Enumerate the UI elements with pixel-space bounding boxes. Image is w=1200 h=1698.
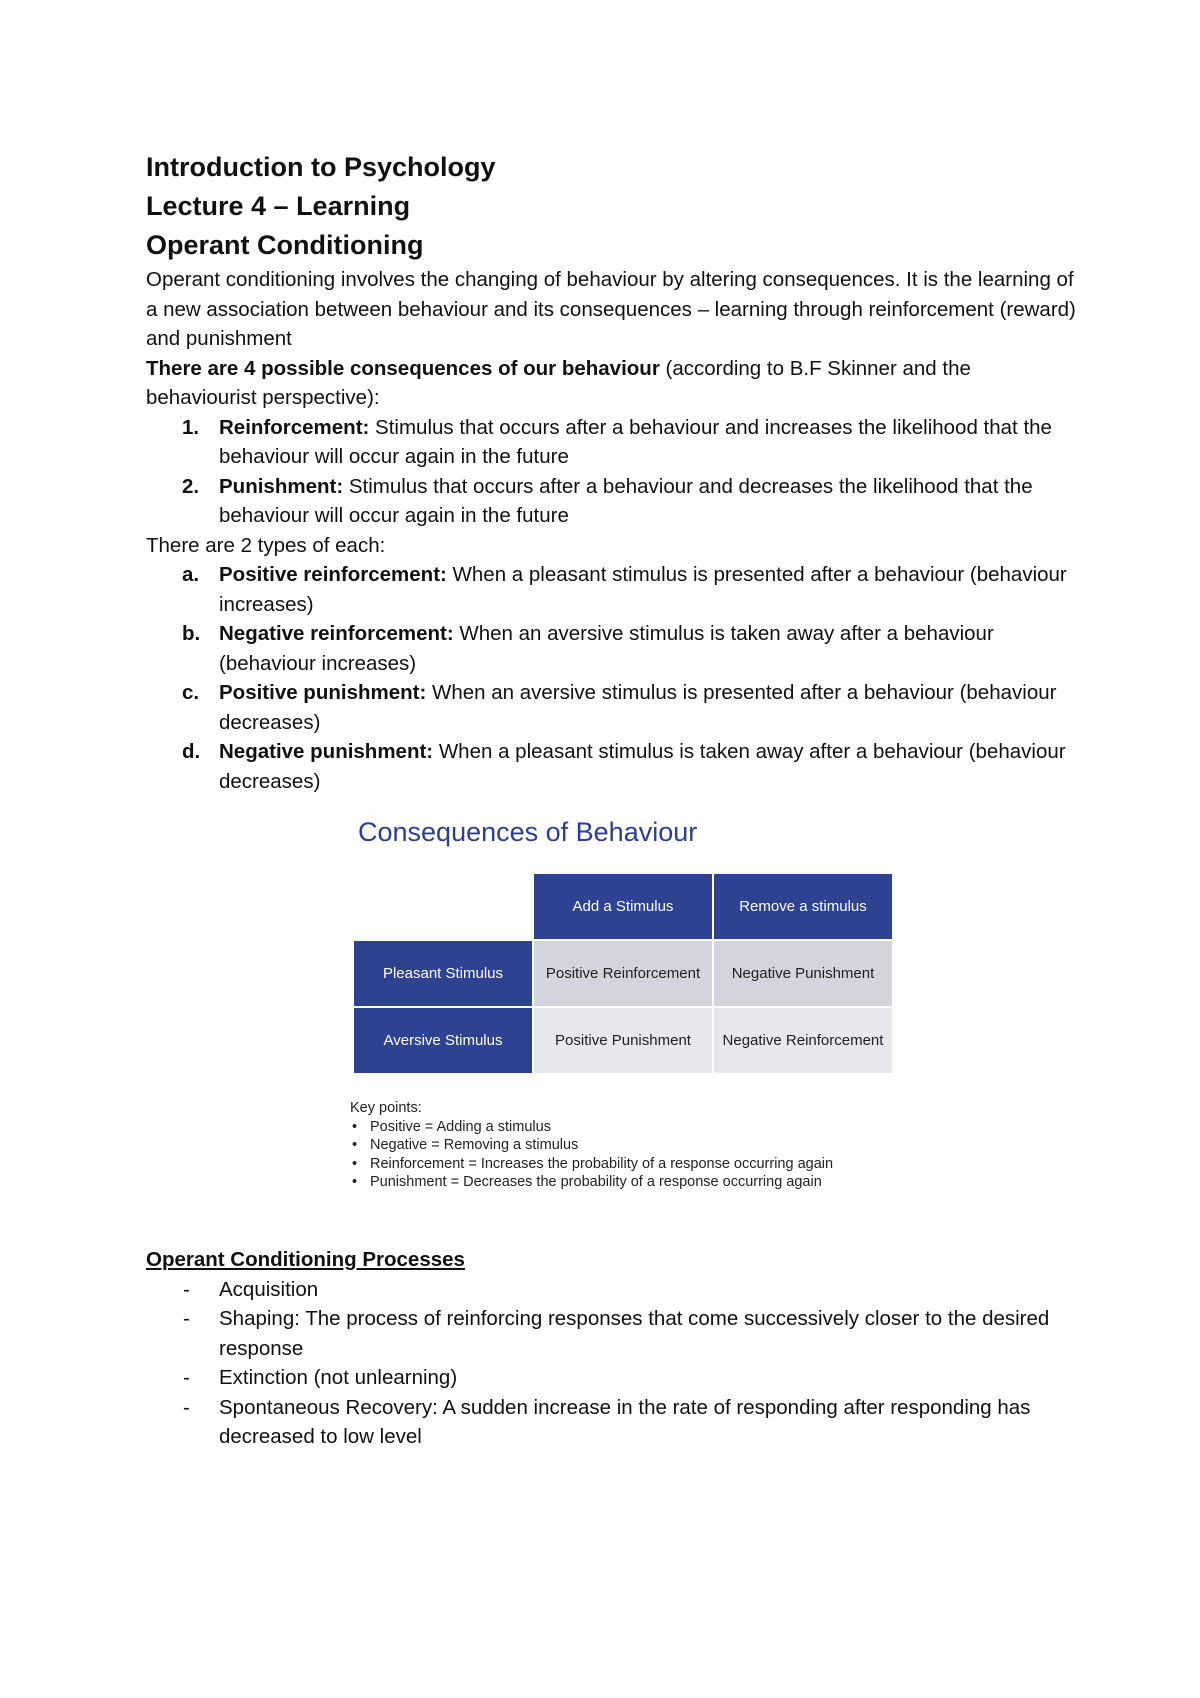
list-marker: - xyxy=(183,1277,190,1301)
processes-section xyxy=(146,1245,1076,1452)
list-item xyxy=(146,1304,1076,1363)
consequences-table xyxy=(352,872,894,1075)
list-marker: 1. xyxy=(182,415,200,439)
processes-heading: Operant Conditioning Processes xyxy=(146,1248,465,1271)
key-points xyxy=(350,1099,910,1192)
row-header-pleasant: Pleasant Stimulus xyxy=(353,940,533,1007)
list-item xyxy=(146,1275,1076,1305)
list-term: Positive reinforcement: xyxy=(219,563,447,586)
list-marker: - xyxy=(183,1395,190,1419)
list-marker: c. xyxy=(182,681,200,704)
row-header-aversive: Aversive Stimulus xyxy=(353,1007,533,1074)
key-points-list xyxy=(350,1118,910,1192)
processes-list xyxy=(146,1275,1076,1452)
document-title: Introduction to Psychology xyxy=(146,152,496,182)
list-item xyxy=(146,1363,1076,1393)
numbered-list xyxy=(146,413,1076,531)
list-text: When an aversive stimulus is presented after a behaviour (behaviour decreases) xyxy=(219,681,1057,734)
consequences-lead-bold: There are 4 possible consequences of our behaviour xyxy=(146,356,660,380)
table-cell: Positive Reinforcement xyxy=(533,940,713,1007)
list-marker: - xyxy=(183,1366,190,1389)
list-item xyxy=(146,737,1076,796)
table-cell: Negative Punishment xyxy=(713,940,893,1007)
key-points-title: Key points: xyxy=(350,1100,422,1116)
list-term: Positive punishment: xyxy=(219,681,427,704)
lecture-heading: Lecture 4 – Learning xyxy=(146,191,411,221)
list-item xyxy=(146,413,1076,472)
list-text: When an aversive stimulus is taken away after a behaviour (behaviour increases) xyxy=(219,622,994,675)
table-corner-cell xyxy=(353,873,533,940)
list-text: Shaping: The process of reinforcing responses that come successively closer to the desired response xyxy=(219,1307,1050,1360)
key-point: • Punishment = Decreases the probability of a response occurring again xyxy=(350,1173,910,1192)
list-term: Negative reinforcement: xyxy=(219,622,454,645)
list-marker: - xyxy=(183,1307,190,1330)
list-item xyxy=(146,619,1076,678)
consequences-lead-rest: (according to B.F Skinner and the behaviourist perspective): xyxy=(146,356,971,409)
list-text: Stimulus that occurs after a behaviour and decreases the likelihood that the behaviour will occur again in the future xyxy=(219,474,1033,527)
list-text: When a pleasant stimulus is taken away after a behaviour (behaviour decreases) xyxy=(219,740,1066,793)
key-point: • Reinforcement = Increases the probability of a response occurring again xyxy=(350,1155,910,1174)
list-item xyxy=(146,678,1076,737)
column-header-add: Add a Stimulus xyxy=(533,873,713,940)
key-point: • Positive = Adding a stimulus xyxy=(350,1118,910,1137)
document-body xyxy=(146,148,1076,796)
list-marker: d. xyxy=(182,740,201,763)
list-marker: a. xyxy=(182,563,200,586)
list-item xyxy=(146,472,1076,531)
intro-paragraph: Operant conditioning involves the changing of behaviour by altering consequences. It is the learning of a new association between behaviour and its consequences – learning through reinforcement (reward) and punishment xyxy=(146,268,1076,350)
types-intro: There are 2 types of each: xyxy=(146,533,386,557)
figure-title: Consequences of Behaviour xyxy=(358,817,698,847)
list-text: When a pleasant stimulus is presented after a behaviour (behaviour increases) xyxy=(219,563,1067,616)
list-text: Stimulus that occurs after a behaviour and increases the likelihood that the behaviour will occur again in the future xyxy=(219,415,1052,468)
consequences-figure xyxy=(350,812,910,1192)
list-item xyxy=(146,560,1076,619)
table-header-row xyxy=(353,873,893,940)
lettered-list xyxy=(146,560,1076,796)
list-marker: b. xyxy=(182,622,201,645)
list-term: Reinforcement: xyxy=(219,415,370,439)
table-row xyxy=(353,940,893,1007)
consequences-lead xyxy=(146,354,1076,413)
table-row xyxy=(353,1007,893,1074)
list-text: Acquisition xyxy=(219,1277,319,1301)
list-term: Punishment: xyxy=(219,474,344,498)
table-cell: Negative Reinforcement xyxy=(713,1007,893,1074)
list-text: Extinction (not unlearning) xyxy=(219,1366,458,1389)
list-text: Spontaneous Recovery: A sudden increase in the rate of responding after responding has decreased to low level xyxy=(219,1395,1031,1448)
column-header-remove: Remove a stimulus xyxy=(713,873,893,940)
key-point: • Negative = Removing a stimulus xyxy=(350,1136,910,1155)
section-heading: Operant Conditioning xyxy=(146,230,424,260)
list-term: Negative punishment: xyxy=(219,740,434,763)
list-marker: 2. xyxy=(182,474,200,498)
table-cell: Positive Punishment xyxy=(533,1007,713,1074)
list-item xyxy=(146,1393,1076,1452)
